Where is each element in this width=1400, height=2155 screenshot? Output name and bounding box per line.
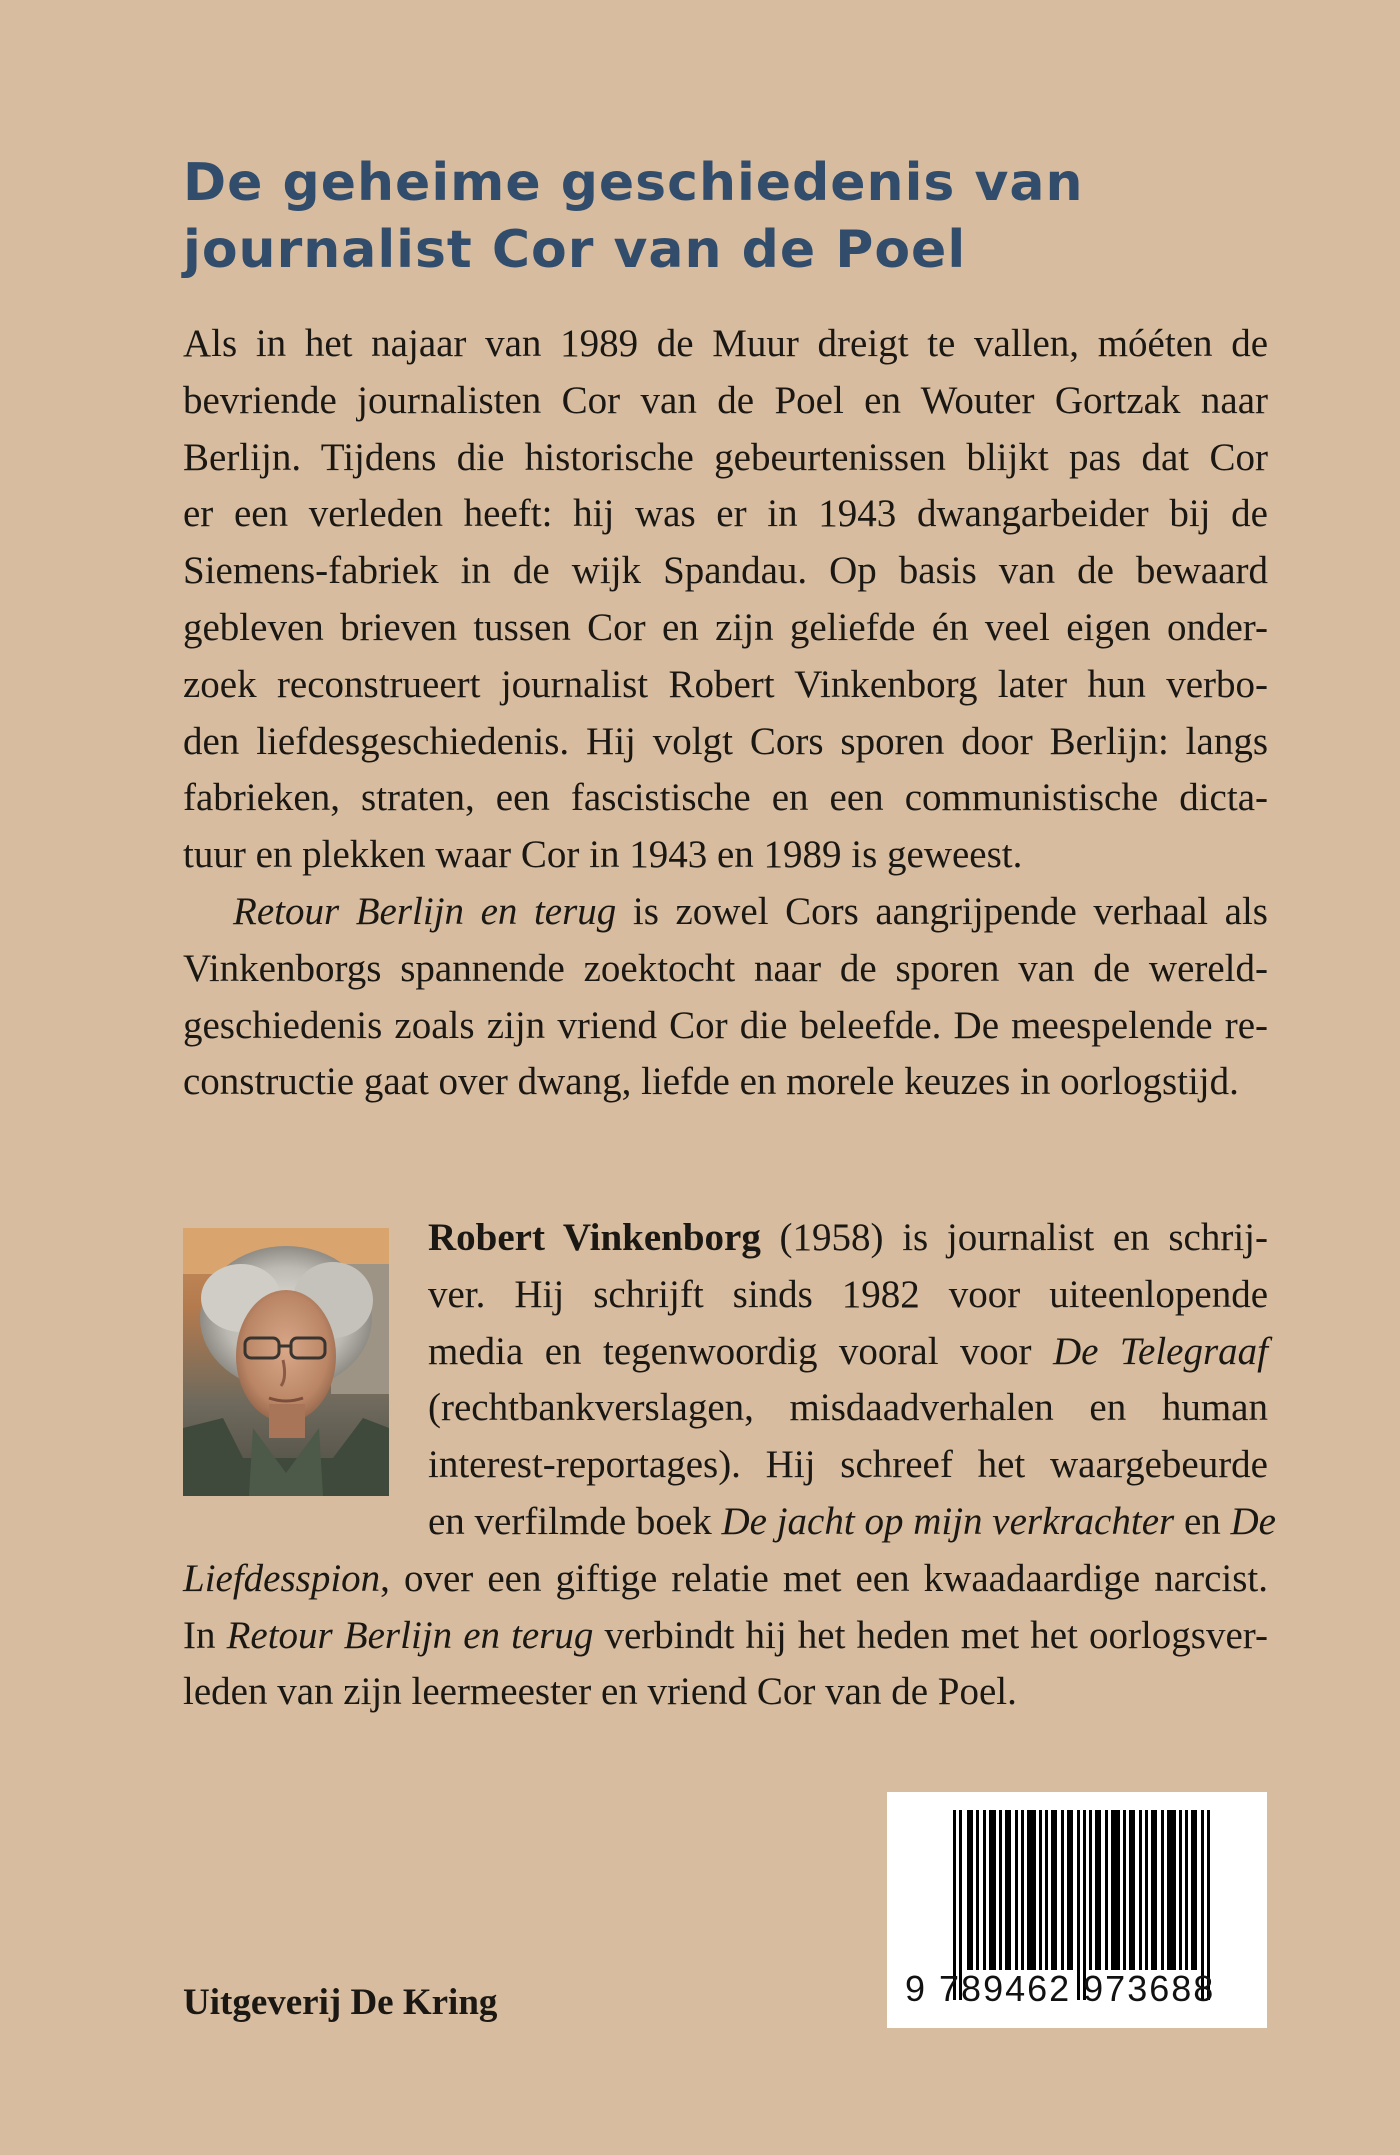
blurb-line: Berlijn. Tijdens die historische gebeurtenissen blijkt pas dat Cor: [183, 435, 1268, 479]
book-title-italic: Retour Berlijn en terug: [226, 1613, 594, 1657]
blurb-line: er een verleden heeft: hij was er in 1943 dwangarbeider bij de: [183, 492, 1268, 536]
blurb-line: den liefdesgeschiedenis. Hij volgt Cors sporen door Berlijn: langs: [183, 719, 1268, 763]
blurb-line: tuur en plekken waar Cor in 1943 en 1989 is geweest.: [183, 833, 1023, 877]
bio-line: leden van zijn leermeester en vriend Cor van de Poel.: [183, 1670, 1017, 1714]
author-bio: [183, 1210, 1276, 1721]
blurb-line: geschiedenis zoals zijn vriend Cor die beleefde. De meespelende re-: [183, 1003, 1268, 1047]
blurb-paragraph-1: [183, 316, 1268, 884]
title-line-2: journalist Cor van de Poel: [183, 220, 967, 280]
newspaper-title: De Telegraaf: [1052, 1329, 1268, 1373]
bio-line: Liefdesspion, over een giftige relatie met een kwaadaardige narcist.: [183, 1556, 1268, 1600]
book-title-italic: De jacht op mijn verkrachter: [721, 1499, 1175, 1543]
blurb-line: Siemens-fabriek in de wijk Spandau. Op basis van de bewaard: [183, 549, 1268, 593]
author-name: Robert Vinkenborg: [428, 1216, 761, 1259]
book-title-italic: Liefdesspion: [183, 1556, 381, 1600]
book-title-italic: De: [1230, 1499, 1276, 1543]
blurb: [183, 316, 1268, 1111]
bio-line: ver. Hij schrijft sinds 1982 voor uiteenlopende: [428, 1272, 1268, 1316]
isbn-barcode: [887, 1792, 1267, 2028]
book-title-italic: Retour Berlijn en terug: [233, 889, 617, 933]
title-line-1: De geheime geschiedenis van: [183, 153, 1084, 213]
blurb-line: Als in het najaar van 1989 de Muur dreigt te vallen, móéten de: [183, 322, 1268, 365]
bio-line: Robert Vinkenborg (1958) is journalist en schrij-: [428, 1216, 1268, 1259]
blurb-line: gebleven brieven tussen Cor en zijn geliefde én veel eigen onder-: [183, 605, 1268, 649]
bio-line: interest-reportages). Hij schreef het waargebeurde: [428, 1443, 1268, 1487]
book-subtitle: [183, 150, 1223, 284]
bio-line: media en tegenwoordig vooral voor De Telegraaf: [428, 1329, 1268, 1373]
blurb-line: bevriende journalisten Cor van de Poel en Wouter Gortzak naar: [183, 378, 1268, 422]
publisher-name: Uitgeverij De Kring: [183, 1982, 498, 2023]
blurb-paragraph-2: [183, 884, 1268, 1111]
bio-line: (rechtbankverslagen, misdaadverhalen en human: [428, 1386, 1268, 1430]
blurb-line: constructie gaat over dwang, liefde en morele keuzes in oorlogstijd.: [183, 1060, 1239, 1104]
bio-line: In Retour Berlijn en terug verbindt hij het heden met het oorlogsver-: [183, 1613, 1268, 1657]
bio-line: en verfilmde boek De jacht op mijn verkrachter en De: [428, 1499, 1276, 1543]
blurb-text: is zowel Cors aangrijpende verhaal als: [616, 889, 1268, 933]
isbn-number: 9 789462 973688: [905, 1968, 1216, 2009]
blurb-line: fabrieken, straten, een fascistische en een communistische dicta-: [183, 776, 1268, 820]
blurb-line: Vinkenborgs spannende zoektocht naar de sporen van de wereld-: [183, 946, 1268, 990]
blurb-line: [183, 884, 1268, 941]
blurb-line: zoek reconstrueert journalist Robert Vinkenborg later hun verbo-: [183, 662, 1268, 706]
